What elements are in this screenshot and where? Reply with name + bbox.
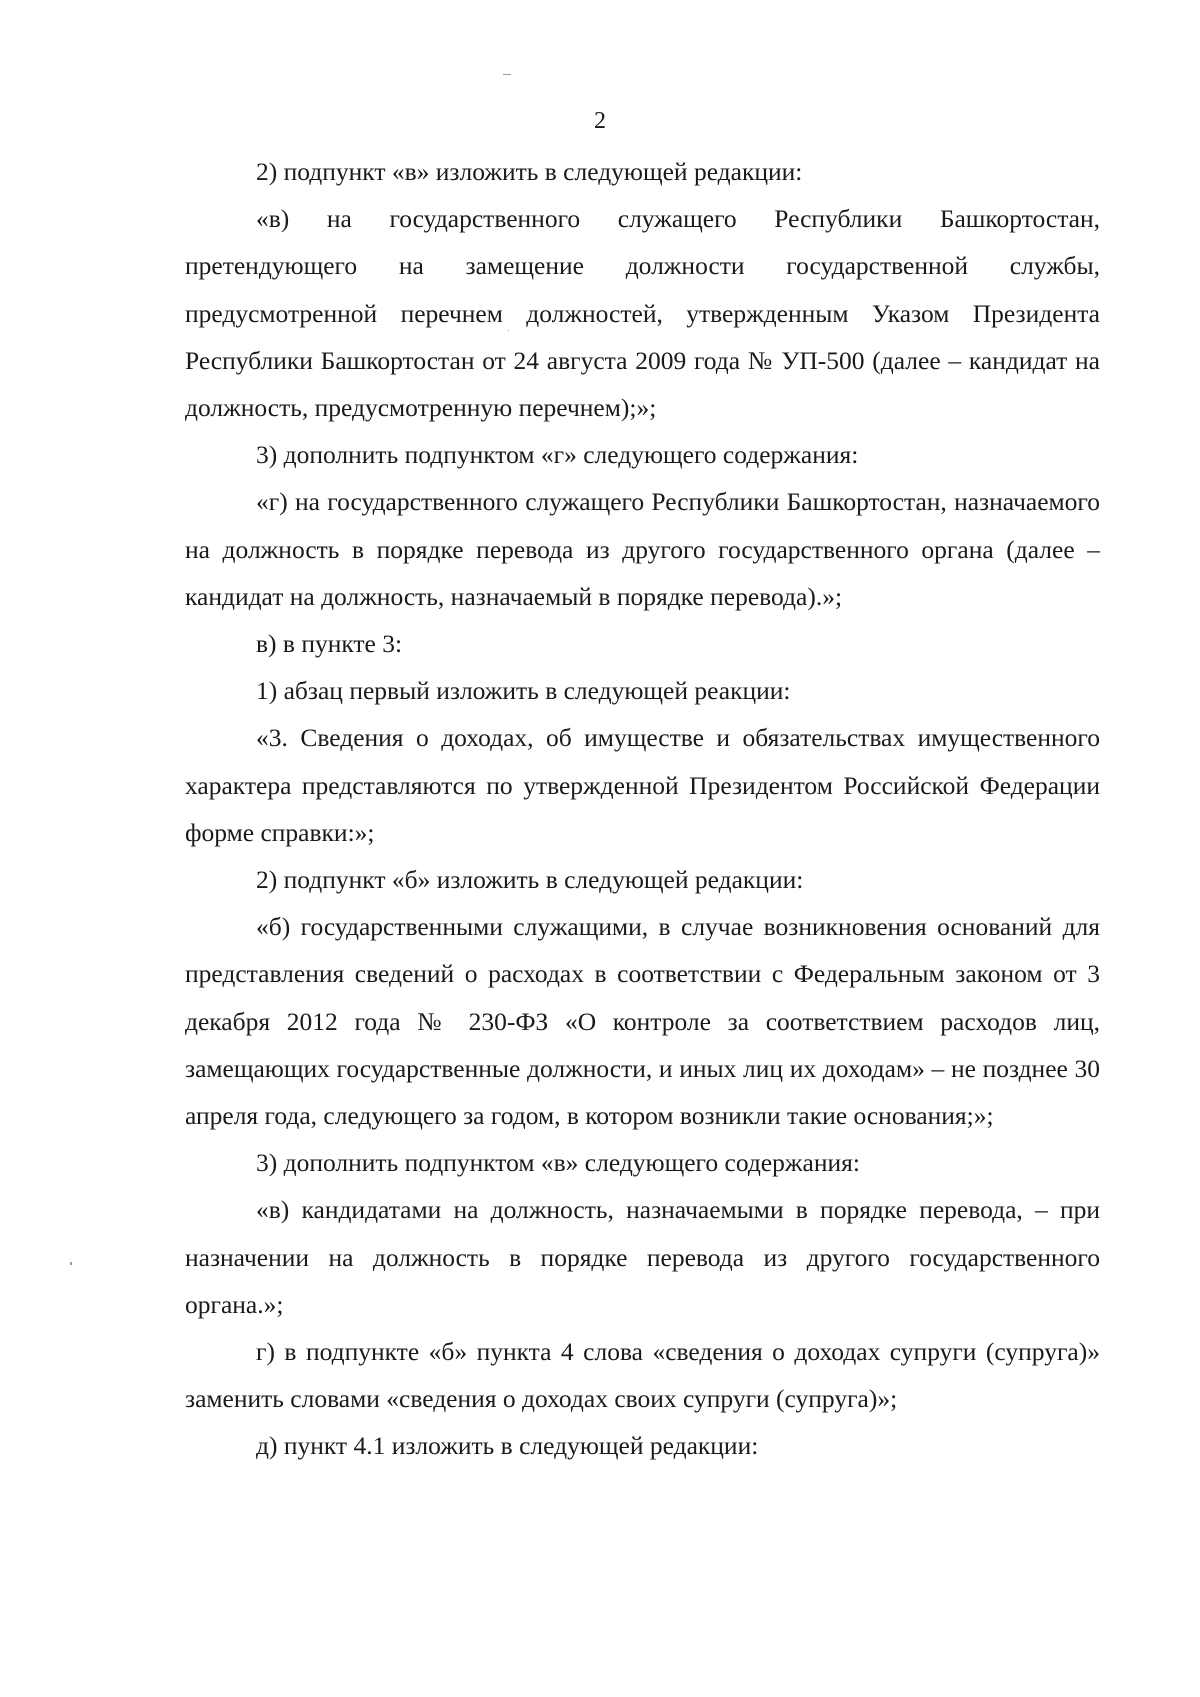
paragraph: 3) дополнить подпунктом «в» следующего содержания: — [256, 1148, 860, 1178]
page-number: 2 — [594, 108, 606, 134]
paragraph: «г) на государственного служащего Республики Башкортостан, назначаемого на должность в порядке перевода из другого государственного органа (далее – кандидат на должность, назначаемый в порядке перевода).»; — [185, 487, 1100, 611]
paragraph: «в) кандидатами на должность, назначаемыми в порядке перевода, – при назначении на должность в порядке перевода из другого государственного органа.»; — [185, 1195, 1100, 1319]
paragraph: «б) государственными служащими, в случае возникновения оснований для представления сведений о расходах в соответствии с Федеральным законом от 3 декабря 2012 года № 230-ФЗ «О контроле за соответствием расходов лиц, замещающих государственные должности, и иных лиц их доходам» – не позднее 30 апреля года, следующего за годом, в котором возникли такие основания;»; — [185, 912, 1100, 1131]
scan-speck — [503, 74, 511, 75]
paragraph: 1) абзац первый изложить в следующей реакции: — [256, 676, 791, 706]
paragraph: г) в подпункте «б» пункта 4 слова «сведения о доходах супруги (супруга)» заменить словами «сведения о доходах своих супруги (супруга)»; — [185, 1337, 1100, 1414]
scan-speck — [70, 1262, 72, 1265]
document-body — [185, 148, 1100, 1470]
paragraph: «в) на государственного служащего Республики Башкортостан, претендующего на замещение должности государственной службы, предусмотренной перечнем должностей, утвержденным Указом Президента Республики Башкортостан от 24 августа 2009 года № УП-500 (далее – кандидат на должность, предусмотренную перечнем);»; — [185, 204, 1100, 423]
paragraph: 2) подпункт «б» изложить в следующей редакции: — [256, 865, 804, 895]
paragraph: 3) дополнить подпунктом «г» следующего содержания: — [256, 440, 859, 470]
paragraph: «3. Сведения о доходах, об имуществе и обязательствах имущественного характера представляются по утвержденной Президентом Российской Федерации форме справки:»; — [185, 723, 1100, 847]
paragraph: 2) подпункт «в» изложить в следующей редакции: — [256, 157, 803, 186]
paragraph: д) пункт 4.1 изложить в следующей редакции: — [256, 1431, 759, 1461]
paragraph: в) в пункте 3: — [256, 629, 403, 659]
